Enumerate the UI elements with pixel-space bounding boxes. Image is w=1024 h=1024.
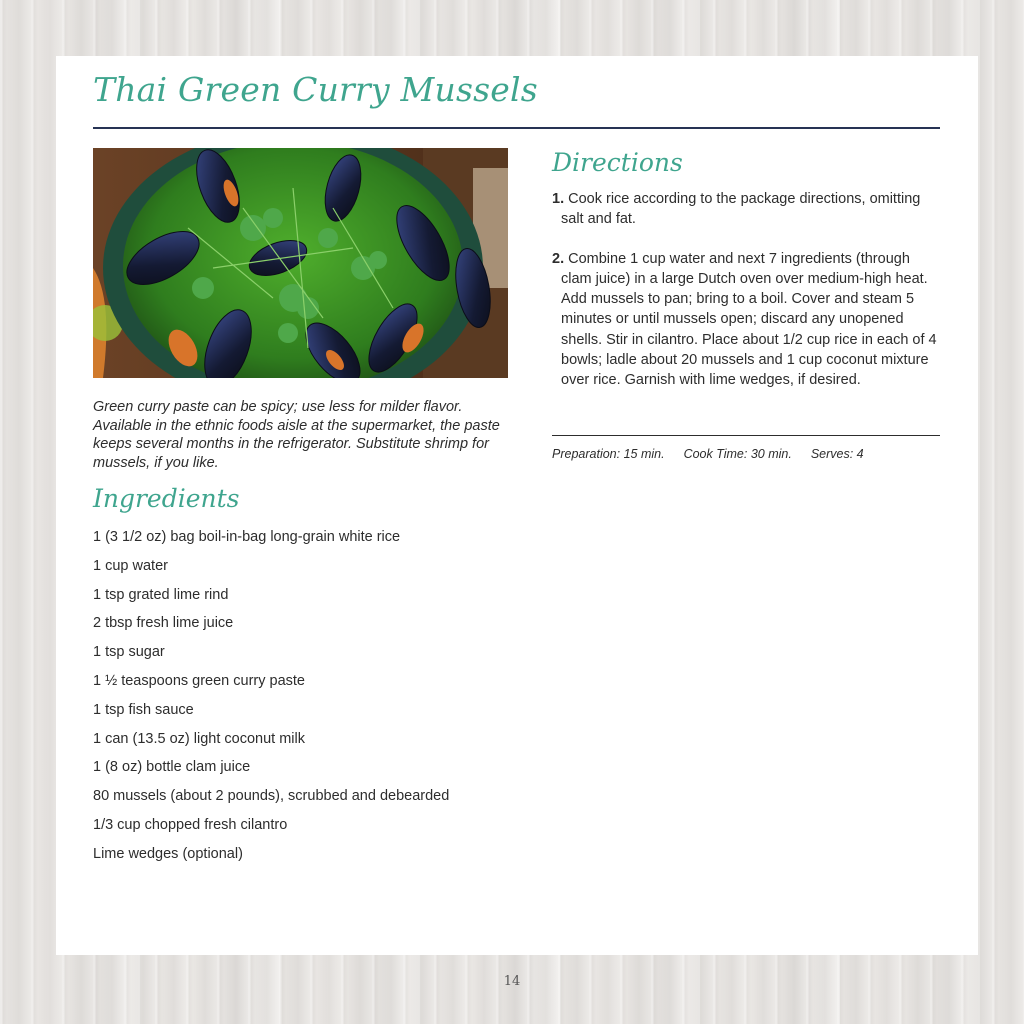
ingredient-item: 1 tsp fish sauce bbox=[93, 701, 194, 718]
ingredient-item: 1 tsp grated lime rind bbox=[93, 586, 229, 603]
ingredient-item: 1 (3 1/2 oz) bag boil-in-bag long-grain white rice bbox=[93, 529, 401, 545]
recipe-tip-caption: Green curry paste can be spicy; use less for milder flavor. Available in the ethnic foods aisle at the supermarket, the paste keeps several months in the refrigerator. Substitute shrimp for mussels, if you like. bbox=[93, 399, 500, 471]
ingredient-item: 1 (8 oz) bottle clam juice bbox=[93, 759, 251, 776]
directions-list bbox=[552, 189, 944, 410]
step-number: 1. bbox=[552, 191, 565, 207]
recipe-meta bbox=[552, 447, 864, 461]
ingredient-item: 1 ½ teaspoons green curry paste bbox=[93, 672, 305, 689]
mussels-bowl-image bbox=[93, 148, 508, 378]
servings: Serves: 4 bbox=[810, 447, 864, 461]
direction-step bbox=[552, 189, 944, 230]
ingredient-item: 1 tsp sugar bbox=[93, 644, 165, 661]
directions-heading: Directions bbox=[552, 148, 683, 177]
cook-time: Cook Time: 30 min. bbox=[683, 447, 792, 461]
ingredient-item: 1 cup water bbox=[93, 557, 168, 574]
ingredient-item: 1 can (13.5 oz) light coconut milk bbox=[93, 730, 305, 747]
recipe-title: Thai Green Curry Mussels bbox=[93, 70, 538, 109]
step-text: Combine 1 cup water and next 7 ingredients (through clam juice) in a large Dutch oven over medium-high heat. Add mussels to pan; bring to a boil. Cover and steam 5 minutes or until mussels open; discard any unopened shells. Stir in cilantro. Place about 1/2 cup rice in each of 4 bowls; ladle about 20 mussels and 1 cup coconut mixture over rice. Garnish with lime wedges, if desired. bbox=[561, 250, 937, 389]
direction-step bbox=[552, 249, 944, 391]
step-text: Cook rice according to the package directions, omitting salt and fat. bbox=[561, 191, 921, 228]
recipe-photo bbox=[93, 148, 508, 378]
title-divider bbox=[93, 127, 940, 129]
ingredients-heading: Ingredients bbox=[93, 484, 240, 513]
ingredient-item: 2 tbsp fresh lime juice bbox=[93, 615, 234, 632]
ingredient-item: Lime wedges (optional) bbox=[93, 845, 243, 862]
page-number: 14 bbox=[503, 974, 521, 989]
meta-divider bbox=[552, 435, 940, 436]
preparation-time: Preparation: 15 min. bbox=[552, 447, 665, 461]
ingredient-item: 80 mussels (about 2 pounds), scrubbed and debearded bbox=[93, 788, 450, 805]
ingredient-item: 1/3 cup chopped fresh cilantro bbox=[93, 816, 288, 833]
step-number: 2. bbox=[552, 250, 565, 267]
recipe-page bbox=[56, 56, 978, 955]
ingredients-list bbox=[93, 528, 533, 874]
